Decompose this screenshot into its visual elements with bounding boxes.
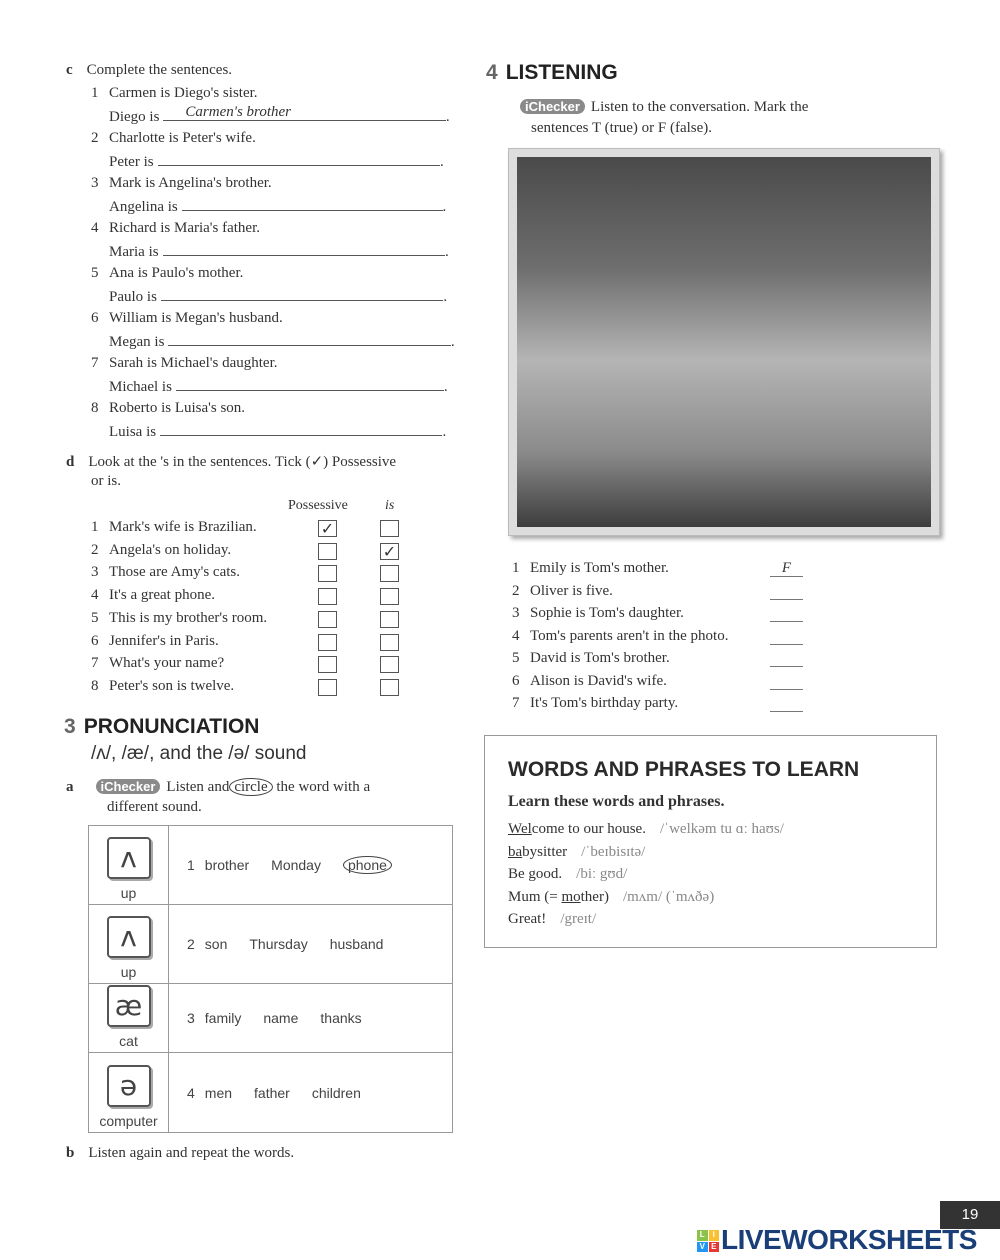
instruction-cont: different sound. bbox=[107, 799, 202, 815]
pronunciation-row bbox=[89, 984, 453, 1053]
instruction: Listen again and repeat the words. bbox=[88, 1145, 295, 1161]
family-photo bbox=[508, 148, 940, 536]
column-is: is bbox=[385, 498, 395, 513]
sentence-text: Carmen is Diego's sister. bbox=[109, 85, 258, 101]
tick-item bbox=[91, 564, 240, 581]
listening-instruction bbox=[520, 99, 808, 116]
sentence-item bbox=[91, 175, 272, 192]
is-checkbox[interactable] bbox=[380, 520, 399, 537]
is-checkbox[interactable] bbox=[380, 588, 399, 605]
item-number: 5 bbox=[512, 650, 520, 666]
section-label: a bbox=[66, 779, 74, 795]
answer-line bbox=[109, 152, 444, 171]
phonetic-transcription: /greɪt/ bbox=[560, 911, 597, 927]
period: . bbox=[450, 334, 455, 350]
section-c-heading bbox=[66, 62, 232, 79]
word-option[interactable]: Monday bbox=[271, 857, 321, 873]
item-number: 6 bbox=[91, 632, 99, 649]
sound-symbol-icon: ʌ bbox=[107, 837, 151, 879]
sentence-text: Mark's wife is Brazilian. bbox=[109, 519, 257, 535]
section-number: 3 bbox=[64, 715, 76, 738]
answer-prompt: Peter is bbox=[109, 154, 154, 170]
tf-answer-blank[interactable]: F bbox=[770, 560, 803, 577]
section-label: b bbox=[66, 1145, 75, 1161]
period: . bbox=[444, 244, 449, 260]
word-option[interactable]: family bbox=[204, 1010, 242, 1026]
sound-symbol-cell bbox=[89, 905, 169, 984]
item-number: 5 bbox=[91, 609, 99, 626]
tf-answer-blank[interactable] bbox=[770, 605, 803, 622]
sentence-item bbox=[91, 355, 278, 372]
photo-image bbox=[517, 157, 931, 527]
sentence-text: It's Tom's birthday party. bbox=[530, 695, 679, 711]
sentence-text: Richard is Maria's father. bbox=[109, 220, 260, 236]
sentence-text: Jennifer's in Paris. bbox=[109, 632, 219, 649]
sentence-text: Charlotte is Peter's wife. bbox=[109, 130, 256, 146]
section-title: PRONUNCIATION bbox=[83, 715, 260, 738]
tick-item bbox=[91, 587, 215, 604]
item-number: 7 bbox=[512, 695, 520, 711]
answer-blank[interactable] bbox=[158, 152, 440, 166]
sentence-text: Mark is Angelina's brother. bbox=[109, 175, 272, 191]
tf-item bbox=[512, 650, 670, 667]
section-d-heading bbox=[66, 452, 396, 471]
phonetic-transcription: /mʌm/ (ˈmʌðə) bbox=[622, 888, 715, 905]
is-checkbox[interactable] bbox=[380, 679, 399, 696]
instruction: Complete the sentences. bbox=[86, 62, 233, 78]
tick-item bbox=[91, 633, 219, 650]
tf-item bbox=[512, 628, 728, 645]
tick-item bbox=[91, 519, 257, 536]
answer-line bbox=[109, 242, 449, 261]
answer-blank[interactable] bbox=[176, 377, 444, 391]
sentence-text: This is my brother's room. bbox=[109, 609, 268, 626]
item-number: 1 bbox=[91, 85, 99, 101]
logo-letter: I bbox=[709, 1230, 720, 1241]
item-number: 3 bbox=[91, 175, 99, 191]
item-number: 3 bbox=[512, 605, 520, 621]
pronunciation-table bbox=[88, 825, 453, 1133]
item-number: 2 bbox=[91, 130, 99, 146]
sentence-item bbox=[91, 310, 283, 327]
liveworksheets-brand[interactable]: LIVEWORKSHEETS bbox=[721, 1224, 977, 1255]
tick-item bbox=[91, 610, 267, 627]
sound-symbol-cell bbox=[89, 984, 169, 1053]
is-checkbox[interactable]: ✓ bbox=[380, 543, 399, 560]
pron-b-instruction bbox=[66, 1145, 294, 1162]
row-number: 2 bbox=[187, 936, 195, 952]
answer-line bbox=[109, 332, 455, 351]
answer-prompt: Megan is bbox=[109, 334, 165, 350]
sentence-item bbox=[91, 85, 258, 102]
answer-line bbox=[109, 377, 448, 396]
is-checkbox[interactable] bbox=[380, 565, 399, 582]
tf-item bbox=[512, 673, 667, 690]
item-number: 4 bbox=[91, 220, 99, 236]
item-number: 7 bbox=[91, 355, 99, 371]
tf-item bbox=[512, 695, 678, 712]
possessive-checkbox[interactable] bbox=[318, 656, 337, 673]
phonetic-transcription: /ˈwelkəm tu ɑː haʊs/ bbox=[659, 821, 784, 837]
word-option[interactable]: husband bbox=[329, 936, 384, 952]
phonetic-transcription: /biː gʊd/ bbox=[576, 866, 628, 882]
word-option[interactable]: son bbox=[204, 936, 228, 952]
stressed-syllable: mo bbox=[561, 888, 581, 905]
stressed-syllable: Wel bbox=[508, 821, 532, 837]
example-word: cat bbox=[119, 1033, 138, 1049]
sentence-text: William is Megan's husband. bbox=[109, 310, 283, 326]
possessive-checkbox[interactable] bbox=[318, 679, 337, 696]
word-option[interactable]: phone bbox=[343, 856, 392, 874]
sentence-text: Alison is David's wife. bbox=[530, 672, 667, 689]
pron-a-instruction bbox=[66, 779, 370, 796]
word-options-cell bbox=[169, 826, 453, 905]
example-word: computer bbox=[99, 1113, 158, 1129]
item-number: 6 bbox=[512, 672, 520, 689]
item-number: 8 bbox=[91, 677, 99, 694]
section-number: 4 bbox=[486, 61, 498, 84]
item-number: 2 bbox=[512, 582, 520, 599]
pronunciation-row bbox=[89, 826, 453, 905]
phrase-text: ther) bbox=[580, 888, 609, 905]
pronunciation-subtitle: /ʌ/, /æ/, and the /ə/ sound bbox=[91, 743, 307, 764]
sentence-item bbox=[91, 220, 260, 237]
pronunciation-heading bbox=[64, 715, 259, 739]
circled-word: circle bbox=[229, 778, 272, 796]
tf-answer-blank[interactable] bbox=[770, 650, 803, 667]
phrase-text: come to our house. bbox=[531, 821, 646, 837]
item-number: 4 bbox=[91, 587, 99, 604]
answer-prompt: Diego is bbox=[109, 109, 160, 125]
vocab-item bbox=[508, 889, 714, 906]
item-number: 6 bbox=[91, 310, 99, 326]
sentence-text: Emily is Tom's mother. bbox=[530, 560, 669, 576]
instruction-cont: sentences T (true) or F (false). bbox=[531, 120, 713, 136]
item-number: 1 bbox=[512, 560, 520, 576]
text: the word with a bbox=[276, 779, 371, 795]
sentence-text: Sophie is Tom's daughter. bbox=[530, 605, 684, 621]
box-title: WORDS AND PHRASES TO LEARN bbox=[508, 758, 860, 781]
sentence-text: Sarah is Michael's daughter. bbox=[109, 355, 278, 371]
section-label: c bbox=[66, 62, 73, 78]
instruction: Look at the 's in the sentences. Tick (✓) Possessive bbox=[88, 454, 397, 470]
tf-answer-blank[interactable] bbox=[770, 695, 803, 712]
column-possessive: Possessive bbox=[288, 498, 348, 513]
answer-value: Carmen's brother bbox=[185, 104, 291, 120]
item-number: 7 bbox=[91, 655, 99, 672]
answer-blank[interactable] bbox=[168, 332, 450, 346]
sound-symbol-icon: æ bbox=[107, 985, 151, 1027]
answer-prompt: Paulo is bbox=[109, 289, 157, 305]
pronunciation-row bbox=[89, 1053, 453, 1133]
section-title: LISTENING bbox=[505, 61, 618, 84]
answer-line bbox=[109, 422, 446, 441]
liveworksheets-logo-icon bbox=[697, 1230, 719, 1252]
sentence-text: Angela's on holiday. bbox=[109, 541, 232, 558]
item-number: 1 bbox=[91, 519, 99, 535]
phrase-text: bysitter bbox=[522, 843, 568, 860]
word-option[interactable]: men bbox=[204, 1084, 233, 1101]
sound-symbol-icon: ʌ bbox=[107, 916, 151, 958]
possessive-checkbox[interactable] bbox=[318, 588, 337, 605]
tick-item bbox=[91, 678, 234, 695]
logo-letter: E bbox=[709, 1242, 720, 1253]
sentence-text: Oliver is five. bbox=[530, 582, 613, 599]
vocab-item bbox=[508, 844, 645, 861]
answer-line bbox=[109, 104, 450, 126]
item-number: 5 bbox=[91, 265, 99, 281]
possessive-checkbox[interactable] bbox=[318, 611, 337, 628]
sentence-text: Peter's son is twelve. bbox=[109, 677, 235, 694]
tf-item bbox=[512, 583, 613, 600]
answer-prompt: Maria is bbox=[109, 244, 159, 260]
phrase-text: Mum (= bbox=[508, 888, 562, 905]
words-phrases-box bbox=[484, 735, 937, 948]
answer-blank[interactable] bbox=[161, 287, 443, 301]
word-option[interactable]: father bbox=[254, 1084, 290, 1101]
answer-blank[interactable] bbox=[163, 104, 445, 121]
word-options-cell bbox=[169, 984, 453, 1053]
listening-heading bbox=[486, 61, 618, 85]
sentence-text: David is Tom's brother. bbox=[530, 650, 670, 666]
phrase-text: Great! bbox=[508, 911, 547, 927]
row-number: 3 bbox=[187, 1010, 195, 1026]
vocab-item bbox=[508, 911, 596, 928]
sentence-text: It's a great phone. bbox=[109, 587, 215, 604]
sentence-item bbox=[91, 130, 256, 147]
ichecker-badge[interactable]: iChecker bbox=[520, 99, 585, 114]
sentence-text: Tom's parents aren't in the photo. bbox=[530, 627, 729, 644]
example-word: up bbox=[120, 964, 137, 980]
answer-blank[interactable] bbox=[182, 197, 443, 211]
period: . bbox=[442, 199, 447, 215]
box-subtitle: Learn these words and phrases. bbox=[508, 793, 725, 810]
possessive-checkbox[interactable] bbox=[318, 543, 337, 560]
logo-letter: V bbox=[697, 1242, 708, 1253]
item-number: 4 bbox=[512, 627, 520, 644]
item-number: 3 bbox=[91, 564, 99, 581]
tf-item bbox=[512, 560, 669, 577]
tf-answer-blank[interactable] bbox=[770, 583, 803, 600]
answer-blank[interactable] bbox=[160, 422, 442, 436]
tf-answer-blank[interactable] bbox=[770, 628, 803, 645]
period: . bbox=[443, 289, 448, 305]
phonetic-transcription: /ˈbeɪbisɪtə/ bbox=[581, 843, 646, 860]
page-number: 19 bbox=[940, 1201, 1000, 1229]
sentence-item bbox=[91, 400, 245, 417]
pronunciation-row bbox=[89, 905, 453, 984]
answer-line bbox=[109, 197, 446, 216]
ichecker-badge[interactable]: iChecker bbox=[96, 779, 161, 794]
word-option[interactable]: brother bbox=[204, 857, 250, 873]
word-option[interactable]: name bbox=[263, 1010, 299, 1026]
sentence-text: Ana is Paulo's mother. bbox=[109, 265, 244, 281]
sound-symbol-icon: ə bbox=[107, 1065, 151, 1107]
tf-answer-blank[interactable] bbox=[770, 673, 803, 690]
sentence-text: Roberto is Luisa's son. bbox=[109, 400, 246, 416]
word-option[interactable]: Thursday bbox=[249, 936, 308, 952]
tick-item bbox=[91, 542, 231, 559]
possessive-checkbox[interactable] bbox=[318, 634, 337, 651]
example-word: up bbox=[120, 885, 137, 901]
word-options-cell bbox=[169, 905, 453, 984]
period: . bbox=[443, 379, 448, 395]
word-options-cell bbox=[169, 1053, 453, 1133]
answer-blank[interactable] bbox=[163, 242, 445, 256]
text: Listen to the conversation. Mark the bbox=[590, 99, 809, 115]
period: . bbox=[442, 424, 447, 440]
sound-symbol-cell bbox=[89, 826, 169, 905]
vocab-item bbox=[508, 821, 784, 838]
sound-symbol-cell bbox=[89, 1053, 169, 1133]
word-option[interactable]: children bbox=[311, 1084, 361, 1101]
phrase-text: Be good. bbox=[508, 866, 563, 882]
row-number: 4 bbox=[187, 1084, 195, 1101]
vocab-item bbox=[508, 866, 627, 883]
row-number: 1 bbox=[187, 857, 195, 873]
item-number: 2 bbox=[91, 541, 99, 558]
text: Listen and bbox=[166, 779, 230, 795]
answer-prompt: Luisa is bbox=[109, 424, 157, 440]
is-checkbox[interactable] bbox=[380, 634, 399, 651]
section-label: d bbox=[66, 454, 75, 470]
answer-prompt: Angelina is bbox=[109, 199, 178, 215]
word-option[interactable]: thanks bbox=[320, 1010, 362, 1026]
period: . bbox=[445, 109, 450, 125]
answer-prompt: Michael is bbox=[109, 379, 172, 395]
is-checkbox[interactable] bbox=[380, 611, 399, 628]
logo-letter: L bbox=[697, 1230, 708, 1241]
is-checkbox[interactable] bbox=[380, 656, 399, 673]
possessive-checkbox[interactable] bbox=[318, 565, 337, 582]
instruction-cont: or is. bbox=[91, 473, 121, 489]
tf-item bbox=[512, 605, 684, 622]
period: . bbox=[439, 154, 444, 170]
possessive-checkbox[interactable]: ✓ bbox=[318, 520, 337, 537]
item-number: 8 bbox=[91, 400, 99, 416]
answer-line bbox=[109, 287, 447, 306]
sentence-text: What's your name? bbox=[109, 655, 225, 672]
sentence-text: Those are Amy's cats. bbox=[109, 564, 241, 581]
stressed-syllable: ba bbox=[508, 843, 523, 860]
tick-item bbox=[91, 655, 224, 672]
sentence-item bbox=[91, 265, 243, 282]
